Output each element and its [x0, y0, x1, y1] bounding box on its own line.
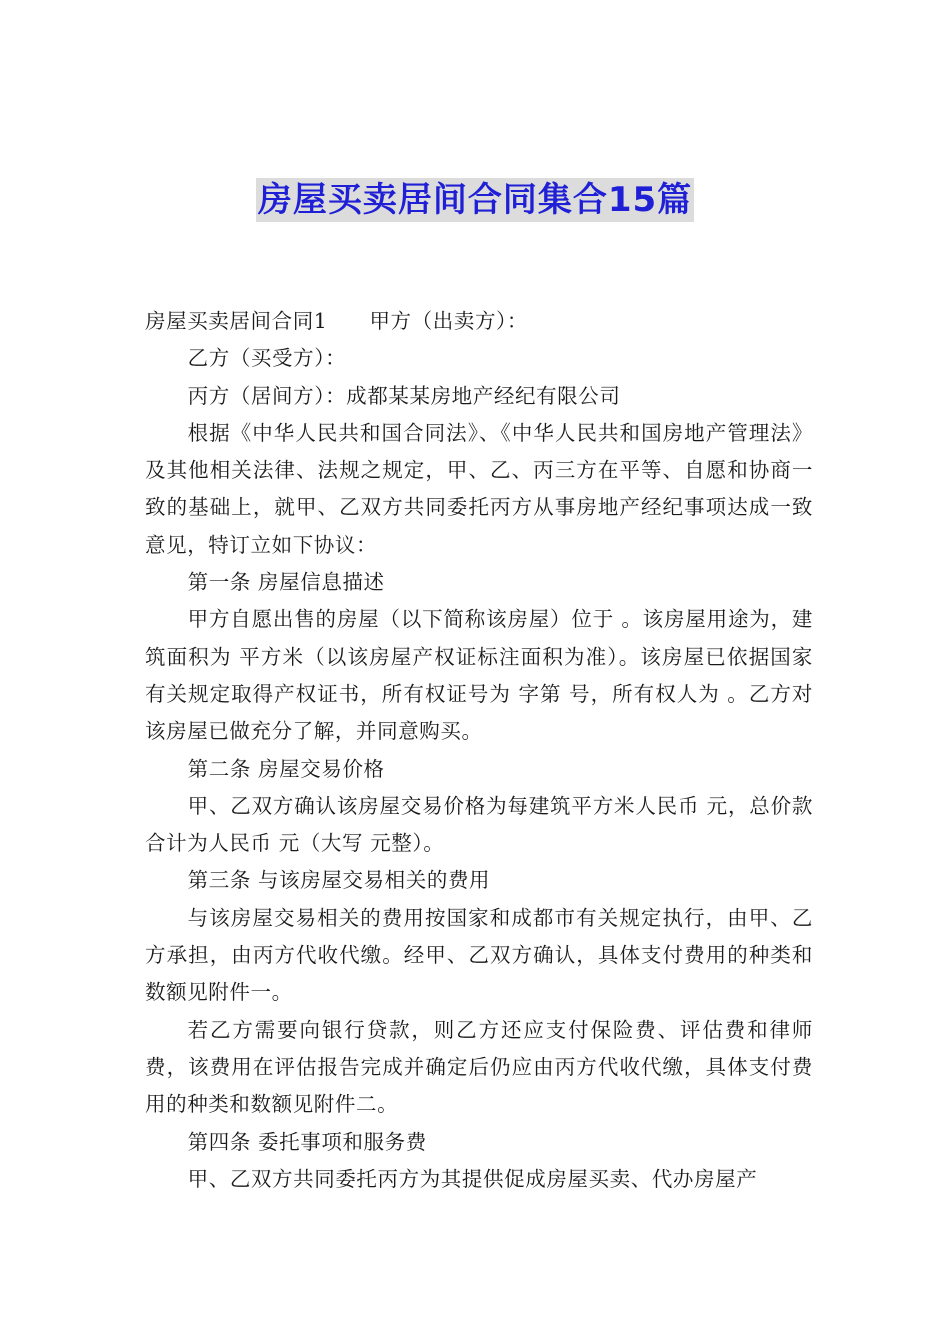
article-3-heading: 第三条 与该房屋交易相关的费用: [187, 868, 491, 893]
document-title: 房屋买卖居间合同集合15篇: [257, 180, 693, 220]
first-line: [145, 303, 813, 340]
paragraph-party-b: 乙方（买受方）：: [187, 346, 347, 371]
document-body: [145, 303, 813, 1198]
article-2-body: 甲、乙双方确认该房屋交易价格为每建筑平方米人民币 元，总价款合计为人民币 元（大写 元整）。: [145, 793, 813, 856]
article-4-body: 甲、乙双方共同委托丙方为其提供促成房屋买卖、代办房屋产: [187, 1166, 758, 1191]
article-1-body: 甲方自愿出售的房屋（以下简称该房屋）位于 。该房屋用途为，建筑面积为 平方米（以该房屋产权证标注面积为准）。该房屋已依据国家有关规定取得产权证书，所有权证号为 字第 号，所有权人为 。乙方对该房屋已做充分了解，并同意购买。: [145, 607, 813, 744]
article-4-heading: 第四条 委托事项和服务费: [187, 1129, 427, 1154]
title-container: [0, 178, 950, 222]
paragraph-party-c: 丙方（居间方）：成都某某房地产经纪有限公司: [187, 383, 621, 408]
article-3-body-2: 若乙方需要向银行贷款，则乙方还应支付保险费、评估费和律师费，该费用在评估报告完成并确定后仍应由丙方代收代缴，具体支付费用的种类和数额见附件二。: [145, 1017, 813, 1117]
article-1-heading: 第一条 房屋信息描述: [187, 570, 385, 595]
article-2-heading: 第二条 房屋交易价格: [187, 756, 385, 781]
party-a-label: 甲方（出卖方）：: [369, 309, 529, 333]
article-3-body: 与该房屋交易相关的费用按国家和成都市有关规定执行，由甲、乙方承担，由丙方代收代缴。经甲、乙双方确认，具体支付费用的种类和数额见附件一。: [145, 905, 813, 1005]
contract-heading: 房屋买卖居间合同1: [145, 309, 328, 333]
paragraph-preamble: 根据《中华人民共和国合同法》、《中华人民共和国房地产管理法》及其他相关法律、法规之规定，甲、乙、丙三方在平等、自愿和协商一致的基础上，就甲、乙双方共同委托丙方从事房地产经纪事项达成一致意见，特订立如下协议：: [145, 420, 813, 557]
